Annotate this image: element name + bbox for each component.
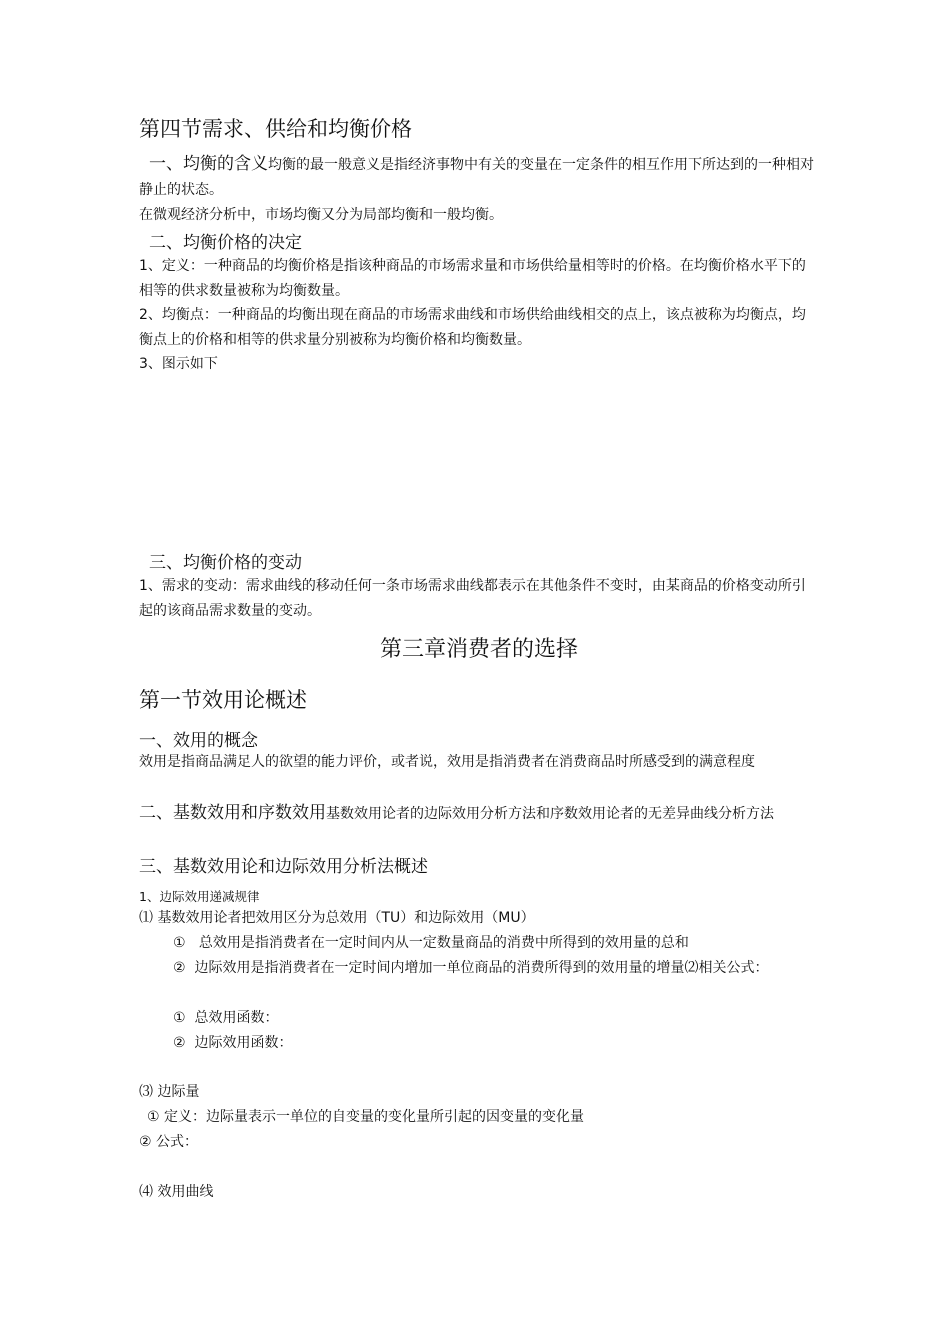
heading-price-determination: 二、均衡价格的决定 [149, 233, 302, 253]
paragraph-equilibrium-meaning [139, 152, 819, 203]
law-title: 1、边际效用递减规律 [139, 889, 260, 904]
item-4: ⑷ 效用曲线 [139, 1184, 214, 1200]
paragraph-demand-change: 1、需求的变动：需求曲线的移动任何一条市场需求曲线都表示在其他条件不变时，由某商品的价格变动所引起的该商品需求数量的变动。 [139, 578, 806, 619]
item-1b: ② 边际效用是指消费者在一定时间内增加一单位商品的消费所得到的效用量的增量⑵相关公式： [173, 960, 769, 976]
text-equilibrium-meaning: 均衡的最一般意义是指经济事物中有关的变量在一定条件的相互作用下所达到的一种相对静止的状态。 [139, 157, 814, 198]
paragraph-equilibrium-point: 2、均衡点：一种商品的均衡出现在商品的市场需求曲线和市场供给曲线相交的点上，该点被称为均衡点，均衡点上的价格和相等的供求量分别被称为均衡价格和均衡数量。 [139, 307, 806, 348]
heading-equilibrium-meaning: 一、均衡的含义 [149, 154, 268, 174]
paragraph-diagram-ref: 3、图示如下 [139, 356, 218, 372]
section-title-utility: 第一节效用论概述 [139, 688, 307, 712]
paragraph-definition: 1、定义：一种商品的均衡价格是指该种商品的市场需求量和市场供给量相等时的价格。在均衡价格水平下的相等的供求数量被称为均衡数量。 [139, 258, 806, 299]
heading-price-change: 三、均衡价格的变动 [149, 553, 302, 573]
item-3: ⑶ 边际量 [139, 1084, 200, 1100]
section-title: 第四节需求、供给和均衡价格 [139, 117, 412, 141]
item-1a: ① 总效用是指消费者在一定时间内从一定数量商品的消费中所得到的效用量的总和 [173, 935, 689, 951]
item-1: ⑴ 基数效用论者把效用区分为总效用（TU）和边际效用（MU） [139, 910, 535, 926]
item-3-definition: ① 定义：边际量表示一单位的自变量的变化量所引起的因变量的变化量 [147, 1109, 584, 1125]
paragraph-equilibrium-types: 在微观经济分析中，市场均衡又分为局部均衡和一般均衡。 [139, 207, 503, 223]
formula-marginal-utility: ② 边际效用函数： [173, 1035, 293, 1051]
paragraph-utility-concept: 效用是指商品满足人的欲望的能力评价，或者说，效用是指消费者在消费商品时所感受到的满意程度 [139, 754, 755, 770]
heading-cardinal-ordinal: 二、基数效用和序数效用 [139, 803, 326, 823]
chapter-title: 第三章消费者的选择 [379, 637, 578, 662]
heading-utility-concept: 一、效用的概念 [139, 731, 258, 751]
formula-total-utility: ① 总效用函数： [173, 1010, 279, 1026]
text-cardinal-ordinal: 基数效用论者的边际效用分析方法和序数效用论者的无差异曲线分析方法 [326, 806, 774, 822]
paragraph-cardinal-ordinal [139, 801, 819, 827]
heading-cardinal-overview: 三、基数效用论和边际效用分析法概述 [139, 857, 428, 877]
item-3-formula: ② 公式： [139, 1134, 199, 1150]
